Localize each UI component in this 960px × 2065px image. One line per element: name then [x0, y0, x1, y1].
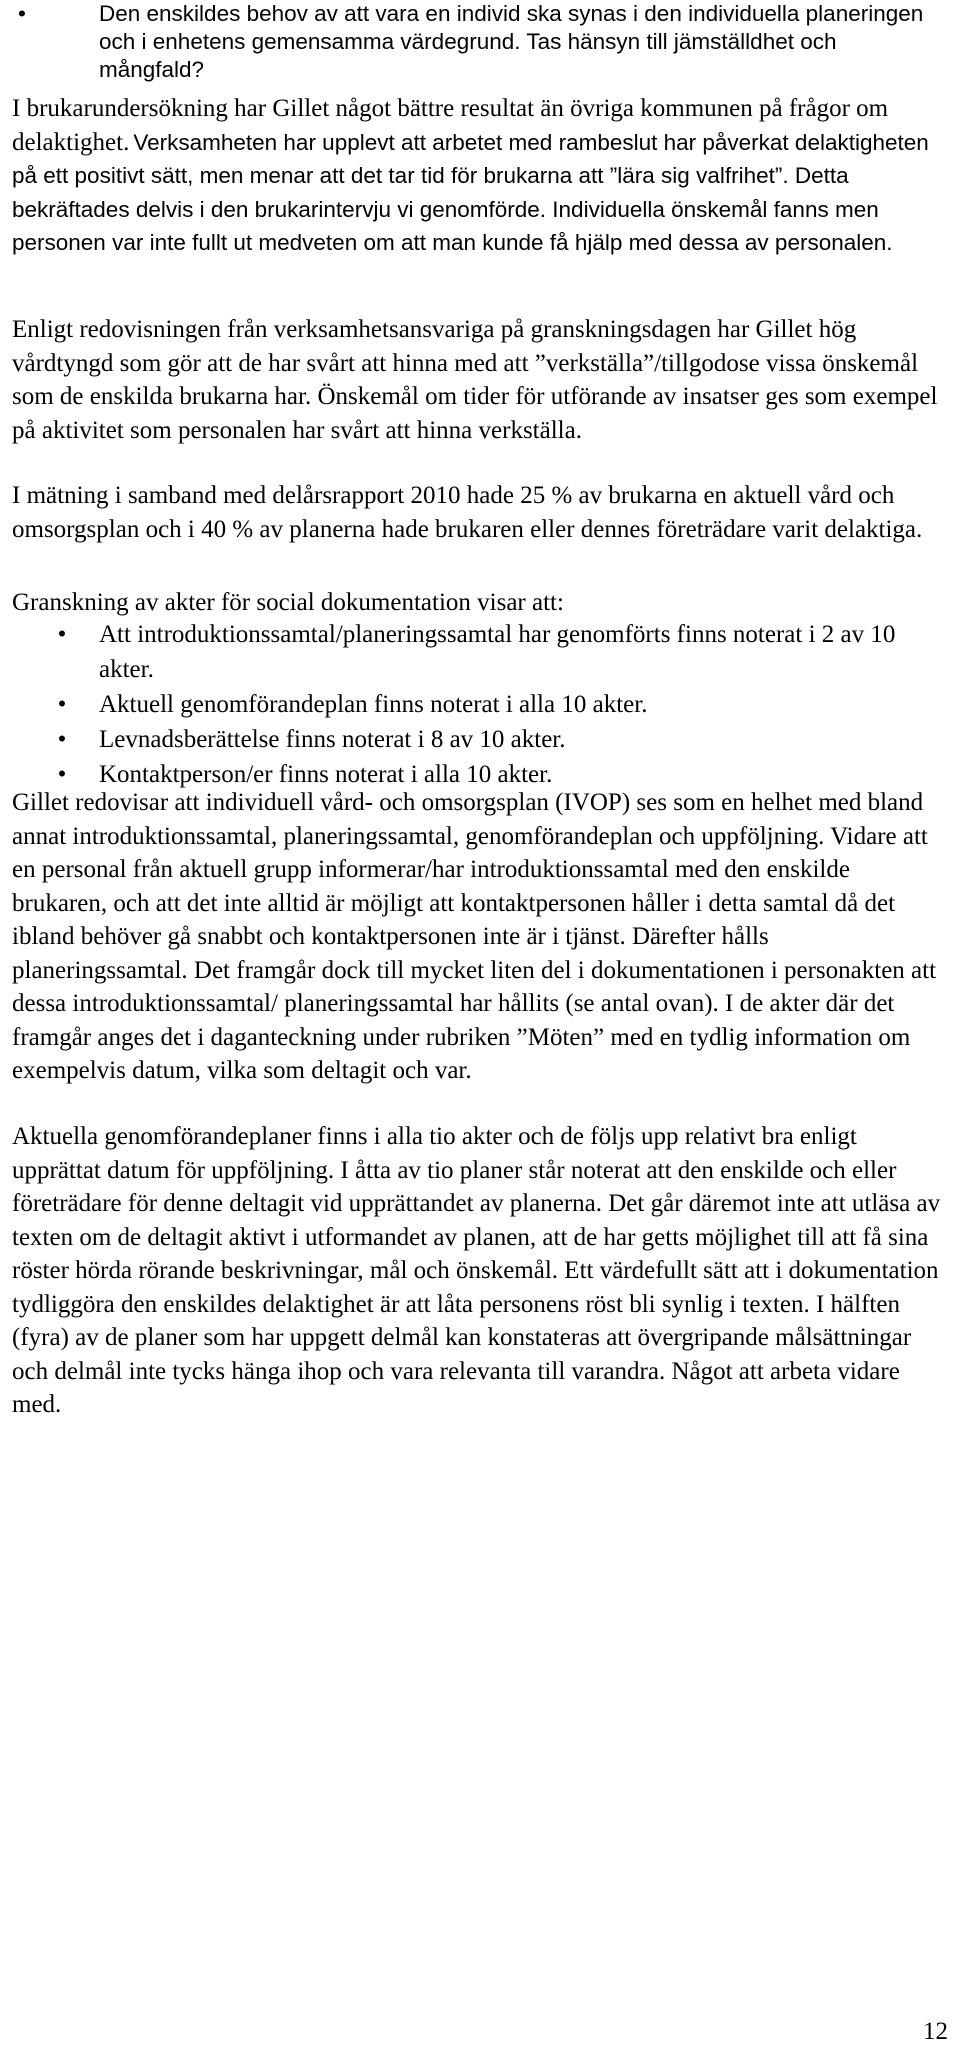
list-item-text: Kontaktperson/er finns noterat i alla 10 akter. — [99, 761, 553, 788]
page-number: 12 — [923, 2018, 948, 2045]
bullet-icon: • — [18, 1, 26, 26]
paragraph-brukarundersokning-sans: Verksamheten har upplevt att arbetet med rambeslut har påverkat delaktigheten på ett positivt sätt, men menar att det tar tid för brukarna att ”lära sig valfrihet”. Detta bekräftades delvis i den brukarintervju vi genomförde. Individuella önskemål fanns men personen var inte fullt ut medveten om att man kunde få hjälp med dessa av personalen. — [12, 129, 929, 255]
bullet-icon: • — [57, 726, 67, 753]
list-item-text: Att introduktionssamtal/planeringssamtal har genomförts finns noterat i 2 av 10 akter. — [99, 621, 896, 683]
paragraph-brukarundersokning-serif: I brukarundersökning har Gillet något bättre resultat än övriga kommunen på frågor om delaktighet. — [12, 95, 889, 156]
list-item — [12, 0, 942, 84]
paragraph-brukarundersokning — [12, 92, 948, 260]
granskning-bullet-list — [12, 617, 948, 792]
bullet-icon: • — [57, 621, 67, 648]
list-item-text: Aktuell genomförandeplan finns noterat i alla 10 akter. — [99, 691, 648, 718]
list-item-text: Den enskildes behov av att vara en individ ska synas i den individuella planeringen och i enhetens gemensamma värdegrund. Tas hänsyn till jämställdhet och mångfald? — [99, 1, 924, 82]
bullet-icon: • — [57, 691, 67, 718]
list-item — [12, 617, 948, 687]
paragraph-matning: I mätning i samband med delårsrapport 2010 hade 25 % av brukarna en aktuell vård och omsorgsplan och i 40 % av planerna hade brukaren eller dennes företrädare varit delaktiga. — [12, 482, 923, 543]
top-bullet-list — [12, 0, 942, 84]
paragraph-granskning-intro: Granskning av akter för social dokumentation visar att: — [12, 589, 564, 616]
bullet-icon: • — [57, 761, 67, 788]
list-item — [12, 687, 948, 722]
list-item — [12, 722, 948, 757]
paragraph-genomforandeplaner: Aktuella genomförandeplaner finns i alla tio akter och de följs upp relativt bra enligt upprättat datum för uppföljning. I åtta av tio planer står noterat att den enskilde och eller företrädare för denne deltagit vid upprättandet av planerna. Det går däremot inte att utläsa av texten om de deltagit aktivt i utformandet av planen, att de har getts möjlighet till att få sina röster hörda rörande beskrivningar, mål och önskemål. Ett värdefullt sätt att i dokumentation tydliggöra den enskildes delaktighet är att låta personens röst bli synlig i texten. I hälften (fyra) av de planer som har uppgett delmål kan konstateras att övergripande målsättningar och delmål inte tycks hänga ihop och vara relevanta till varandra. Något att arbeta vidare med. — [12, 1123, 941, 1418]
paragraph-redovisning: Enligt redovisningen från verksamhetsansvariga på granskningsdagen har Gillet hög vårdtyngd som gör att de har svårt att hinna med att ”verkställa”/tillgodose vissa önskemål som de enskilda brukarna har. Önskemål om tider för utförande av insatser ges som exempel på aktivitet som personalen har svårt att hinna verkställa. — [12, 316, 938, 444]
paragraph-ivop: Gillet redovisar att individuell vård- och omsorgsplan (IVOP) ses som en helhet med bland annat introduktionssamtal, planeringssamtal, genomförandeplan och uppföljning. Vidare att en personal från aktuell grupp informerar/har introduktionssamtal med den enskilde brukaren, och att det inte alltid är möjligt att kontaktpersonen håller i detta samtal då det ibland behöver gå snabbt och kontaktpersonen inte är i tjänst. Därefter hålls planeringssamtal. Det framgår dock till mycket liten del i dokumentationen i personakten att dessa introduktionssamtal/ planeringssamtal har hållits (se antal ovan). I de akter där det framgår anges det i daganteckning under rubriken ”Möten” med en tydlig information om exempelvis datum, vilka som deltagit och var. — [12, 789, 937, 1084]
list-item-text: Levnadsberättelse finns noterat i 8 av 10 akter. — [99, 726, 566, 753]
